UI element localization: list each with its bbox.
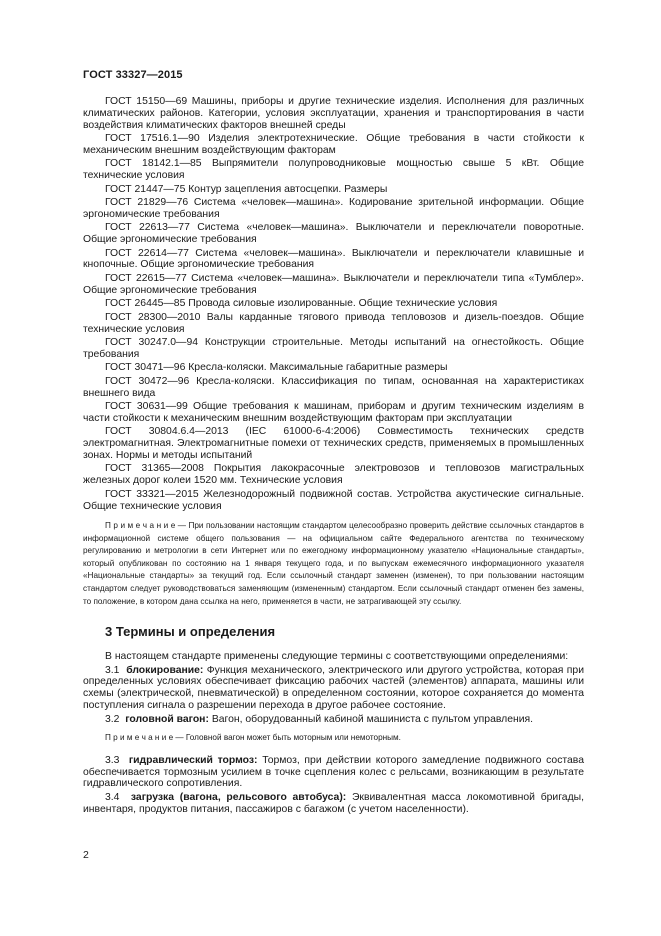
reference-item: ГОСТ 28300—2010 Валы карданные тягового привода тепловозов и дизель-поездов. Общие технические условия [83,311,584,335]
reference-item: ГОСТ 30472—96 Кресла-коляски. Классификация по типам, основанная на характеристиках внешнего вида [83,375,584,399]
reference-list [83,96,584,512]
term-text: Функция механического, электрического или другого устройства, которая при определенных условиях обеспечивает фиксацию рабочих частей (элементов) аппарата, машины или схемы (электрической, пневматической) в определенном состоянии, которое сохраняется до момента поступления сигнала о разрешении перехода в другое рабочее состояние. [83,664,584,712]
term-text: Тормоз, при действии которого замедление подвижного состава обеспечивается тормозным усилием в точке сцепления колес с рельсами, возникающим в результате гидравлического сопротивления. [83,754,584,790]
term-number: 3.4 [105,791,120,803]
reference-item: ГОСТ 30631—99 Общие требования к машинам, приборам и другим техническим изделиям в части стойкости к механическим внешним воздействующим факторам при эксплуатации [83,401,584,424]
term-number: 3.2 [105,713,120,725]
reference-item: ГОСТ 30804.6.4—2013 (IEC 61000-6-4:2006) Совместимость технических средств электромагнитная. Электромагнитные помехи от технических средств, применяемых в промышленных зонах. Нормы и методы испытаний [83,426,584,461]
term-definition [83,665,584,712]
reference-item: ГОСТ 30471—96 Кресла-коляски. Максимальные габаритные размеры [105,362,448,374]
reference-item: ГОСТ 33321—2015 Железнодорожный подвижной состав. Устройства акустические сигнальные. Общие технические условия [83,488,584,512]
reference-item: ГОСТ 22614—77 Система «человек—машина». Выключатели и переключатели клавишные и кнопочные. Общие эргономические требования [83,247,584,271]
reference-item: ГОСТ 17516.1—90 Изделия электротехнические. Общие требования в части стойкости к механическим внешним воздействующим факторам [83,133,584,156]
page-content [83,96,584,817]
term-number: 3.3 [105,754,120,766]
term-note: П р и м е ч а н и е — Головной вагон может быть моторным или немоторным. [105,733,401,743]
reference-item: ГОСТ 21829—76 Система «человек—машина». Кодирование зрительной информации. Общие эргономические требования [83,197,584,220]
term-text: Эквивалентная масса локомотивной бригады, инвентаря, продуктов питания, пассажиров с багажом (с учетом населенности). [83,791,584,815]
reference-item: ГОСТ 15150—69 Машины, приборы и другие технические изделия. Исполнения для различных климатических районов. Категории, условия эксплуатации, хранения и транспортирования в части воздействия климатических факторов внешней среды [83,96,584,131]
term-name: гидравлический тормоз: [128,754,258,766]
term-definition [83,714,584,726]
term-name: загрузка (вагона, рельсового автобуса): [130,791,347,803]
reference-item: ГОСТ 22615—77 Система «человек—машина». Выключатели и переключатели типа «Тумблер». Общие эргономические требования [83,272,584,296]
reference-item: ГОСТ 26445—85 Провода силовые изолированные. Общие технические условия [105,298,498,310]
section-title: 3 Термины и определения [105,624,276,640]
reference-item: ГОСТ 21447—75 Контур зацепления автосцепки. Размеры [105,183,388,195]
section-intro: В настоящем стандарте применены следующие термины с соответствующими определениями: [105,651,569,663]
term-definition [83,792,584,816]
reference-item: ГОСТ 31365—2008 Покрытия лакокрасочные электровозов и тепловозов магистральных железных дорог колеи 1520 мм. Технические условия [83,463,584,487]
term-text: Вагон, оборудованный кабиной машиниста с пультом управления. [211,713,534,725]
page-number: 2 [83,849,89,861]
term-name: головной вагон: [125,713,209,725]
term-name: блокирование: [126,664,204,676]
reference-item: ГОСТ 22613—77 Система «человек—машина». Выключатели и переключатели поворотные. Общие эргономические требования [83,222,584,246]
reference-item: ГОСТ 30247.0—94 Конструкции строительные. Методы испытаний на огнестойкость. Общие требования [83,337,584,360]
references-note: П р и м е ч а н и е — При пользовании настоящим стандартом целесообразно проверить действие ссылочных стандартов в информационной системе общего пользования — на официальном сайте Федерального агентства по техническому регулированию и метрологии в сети Интернет или по ежегодному информационному указателю «Национальные стандарты», который опубликован по состоянию на 1 января текущего года, и по выпускам ежемесячного информационного указателя «Национальные стандарты» за текущий год. Если ссылочный стандарт заменен (изменен), то при пользовании настоящим стандартом следует руководствоваться заменяющим (измененным) стандартом. Если ссылочный стандарт отменен без замены, то положение, в котором дана ссылка на него, применяется в части, не затрагивающей эту ссылку. [83,520,584,606]
document-header: ГОСТ 33327—2015 [83,69,183,81]
term-definition [83,755,584,790]
reference-item: ГОСТ 18142.1—85 Выпрямители полупроводниковые мощностью свыше 5 кВт. Общие технические условия [83,158,584,182]
term-number: 3.1 [105,664,120,676]
